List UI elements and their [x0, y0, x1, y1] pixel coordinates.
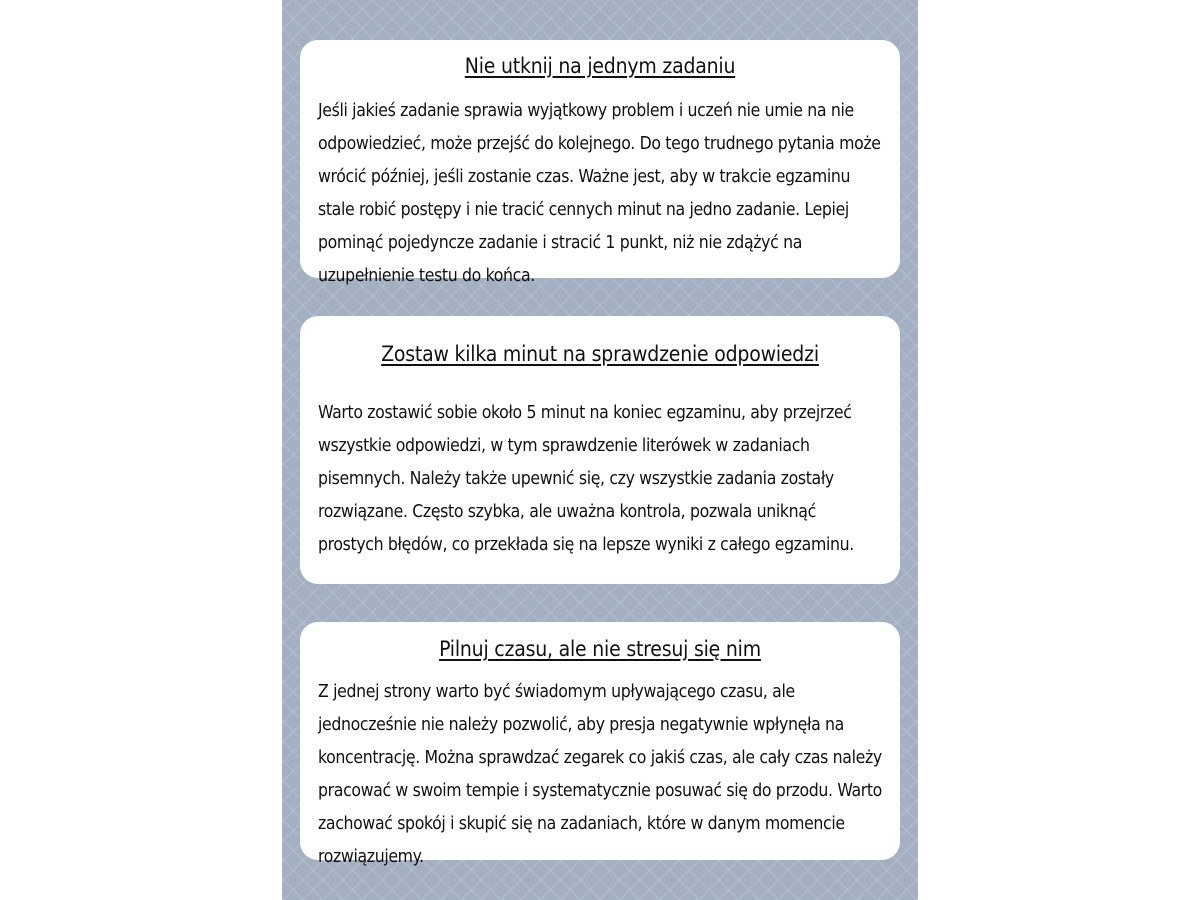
- tip-card-2: [300, 316, 900, 584]
- tip-text-2: Warto zostawić sobie około 5 minut na koniec egzaminu, aby przejrzeć wszystkie odpowiedzi, w tym sprawdzenie literówek w zadaniach pisemnych. Należy także upewnić się, czy wszystkie zadania zostały rozwiązane. Często szybka, ale uważna kontrola, pozwala uniknąć prostych błędów, co przekłada się na lepsze wyniki z całego egzaminu.: [318, 403, 854, 555]
- tip-text-1: Jeśli jakieś zadanie sprawia wyjątkowy problem i uczeń nie umie na nie odpowiedzieć, może przejść do kolejnego. Do tego trudnego pytania może wrócić później, jeśli zostanie czas. Ważne jest, aby w trakcie egzaminu stale robić postępy i nie tracić cennych minut na jedno zadanie. Lepiej pominąć pojedyncze zadanie i stracić 1 punkt, niż nie zdążyć na uzupełnienie testu do końca.: [318, 101, 881, 286]
- tip-title-2: Zostaw kilka minut na sprawdzenie odpowiedzi: [381, 342, 819, 366]
- tip-title-3: Pilnuj czasu, ale nie stresuj się nim: [439, 637, 761, 661]
- tip-card-3: [300, 622, 900, 867]
- tip-card-1: [300, 40, 900, 286]
- tip-text-3: Z jednej strony warto być świadomym upływającego czasu, ale jednocześnie nie należy pozwolić, aby presja negatywnie wpłynęła na koncentrację. Można sprawdzać zegarek co jakiś czas, ale cały czas należy pracować w swoim tempie i systematycznie posuwać się do przodu. Warto zachować spokój i skupić się na zadaniach, które w danym momencie rozwiązujemy.: [318, 682, 882, 867]
- tip-title-1: Nie utknij na jednym zadaniu: [464, 54, 736, 78]
